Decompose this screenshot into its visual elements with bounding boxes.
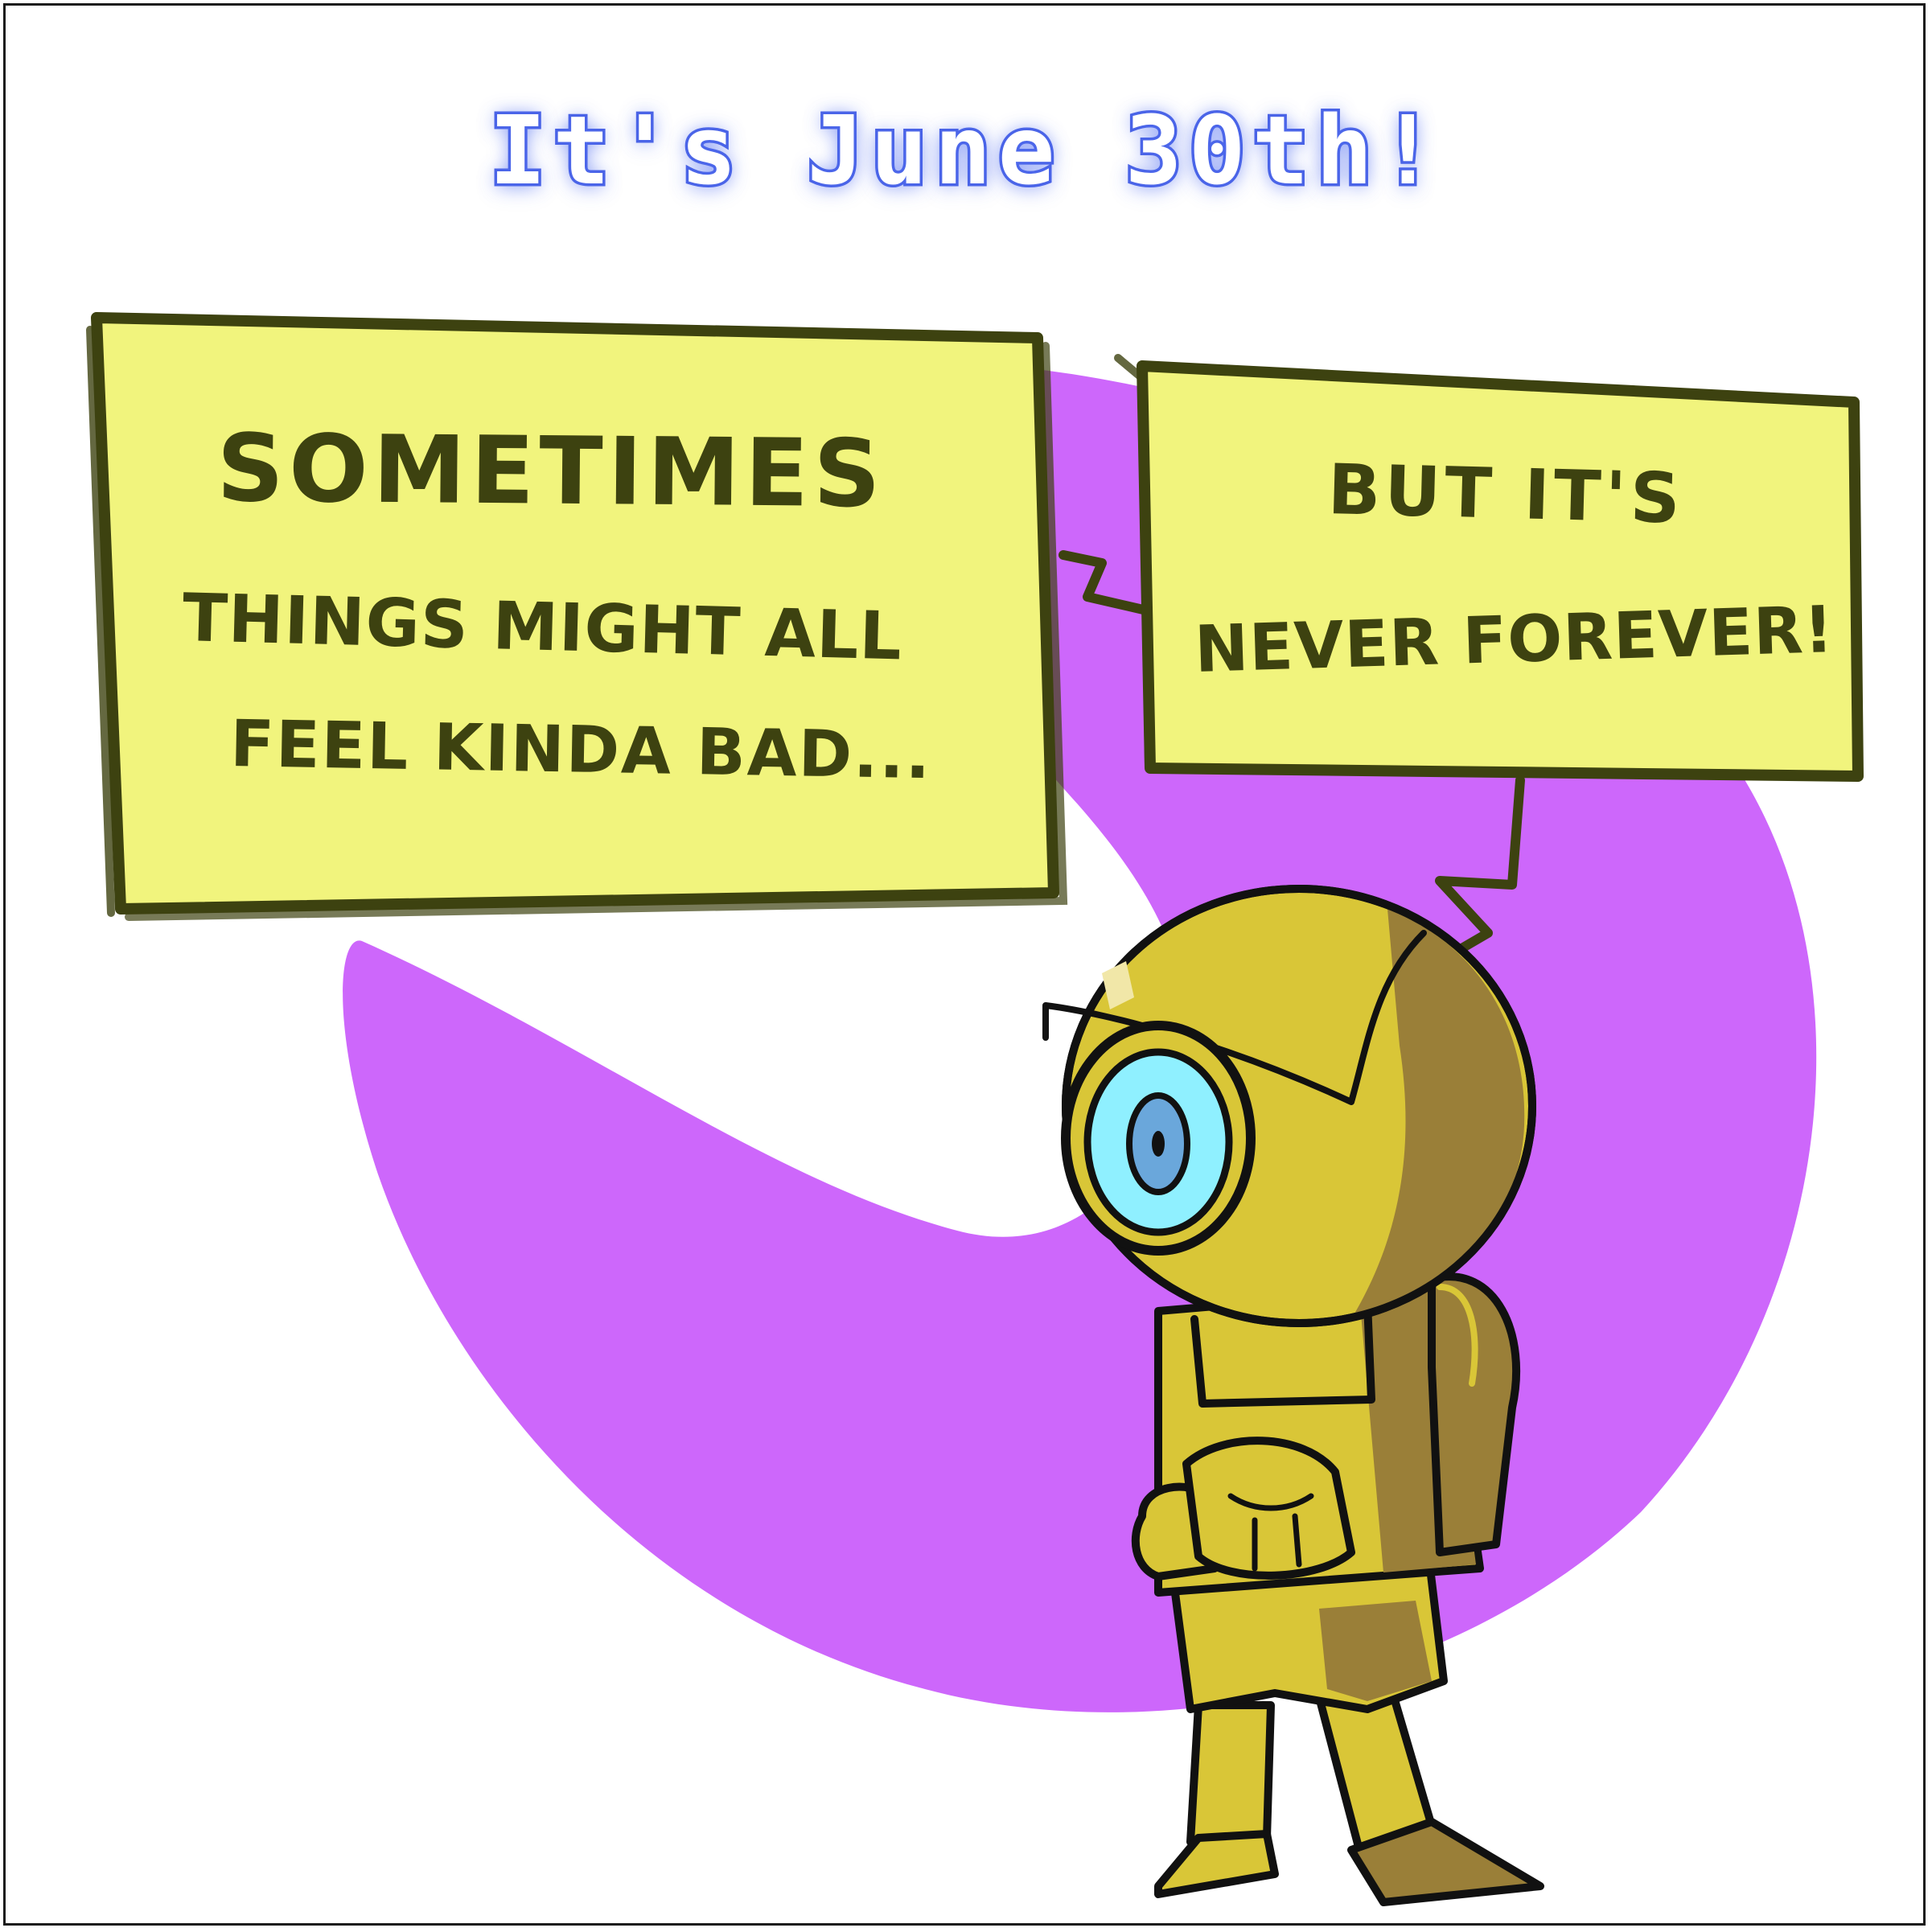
right-bubble-line-2: NEVER FOREVER!	[1193, 592, 1835, 687]
panel-border	[3, 3, 1926, 1926]
left-bubble-line-3: FEEL KINDA BAD...	[229, 706, 933, 794]
right-bubble-line-1: BUT IT'S	[1326, 450, 1685, 540]
left-bubble-line-1: SOMETIMES	[216, 414, 886, 529]
left-bubble-line-2: THINGS MIGHT ALL	[181, 580, 903, 676]
page-title: It's June 30th!	[489, 95, 1443, 206]
